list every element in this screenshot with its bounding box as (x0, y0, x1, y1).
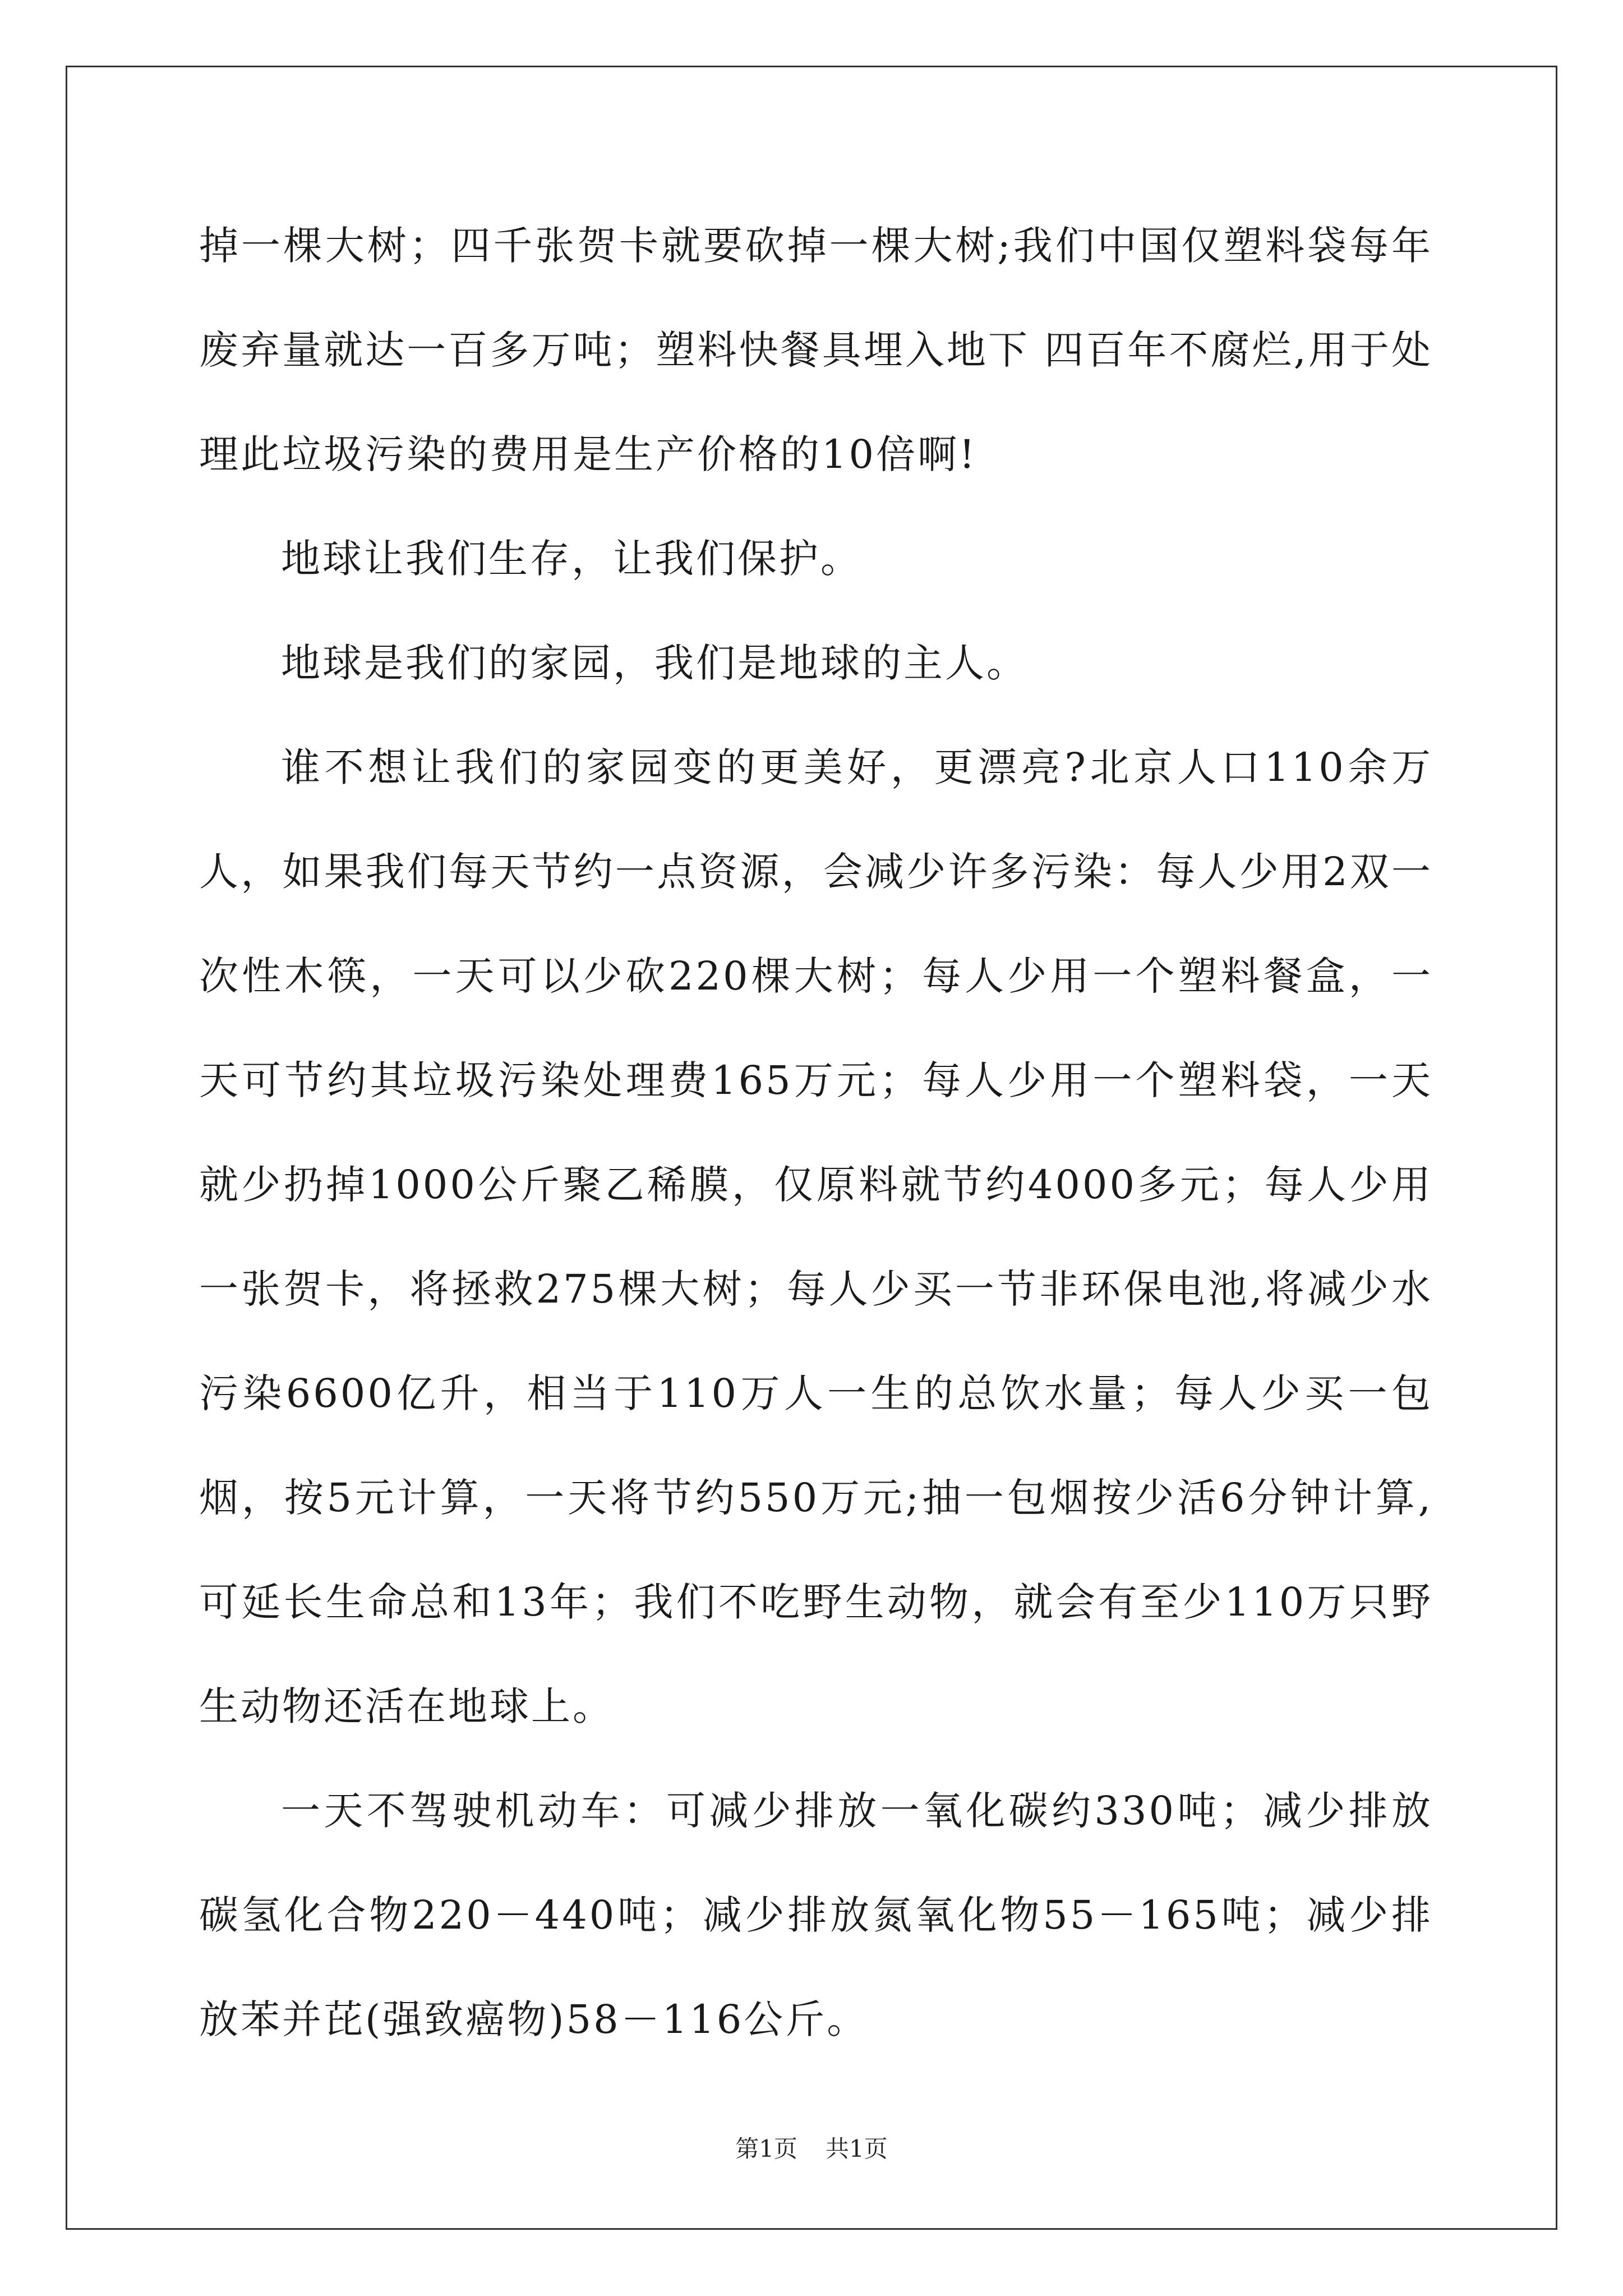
page-number: 第1页 (735, 2135, 797, 2162)
paragraph-earth-home: 地球是我们的家园，我们是地球的主人。 (281, 640, 1028, 686)
document-body (199, 194, 1433, 2072)
paragraph-beijing-savings: 谁不想让我们的家园变的更美好，更漂亮?北京人口110余万人，如果我们每天节约一点资源，会减少许多污染：每人少用2双一次性木筷，一天可以少砍220棵大树；每人少用一个塑料餐盒，一天可节约其垃圾污染处理费165万元；每人少用一个塑料袋，一天就少扔掉1000公斤聚乙稀膜，仅原料就节约4000多元；每人少用一张贺卡，将拯救275棵大树；每人少买一节非环保电池,将减少水污染6600亿升，相当于110万人一生的总饮水量；每人少买一包烟，按5元计算，一天将节约550万元;抽一包烟按少活6分钟计算,可延长生命总和13年；我们不吃野生动物，就会有至少110万只野生动物还活在地球上。 (199, 744, 1433, 1729)
paragraph-earth-protect: 地球让我们生存，让我们保护。 (281, 536, 862, 582)
paragraph-continuation: 掉一棵大树；四千张贺卡就要砍掉一棵大树;我们中国仅塑料袋每年废弃量就达一百多万吨；塑料快餐具埋入地下 四百年不腐烂,用于处理此垃圾污染的费用是生产价格的10倍啊! (199, 223, 1433, 477)
page-footer (0, 2131, 1623, 2164)
paragraph-vehicle-emissions: 一天不驾驶机动车：可减少排放一氧化碳约330吨；减少排放碳氢化合物220－440吨；减少排放氮氧化物55－165吨；减少排放苯并芘(强致癌物)58－116公斤。 (199, 1788, 1433, 2042)
page-total: 共1页 (826, 2135, 888, 2162)
